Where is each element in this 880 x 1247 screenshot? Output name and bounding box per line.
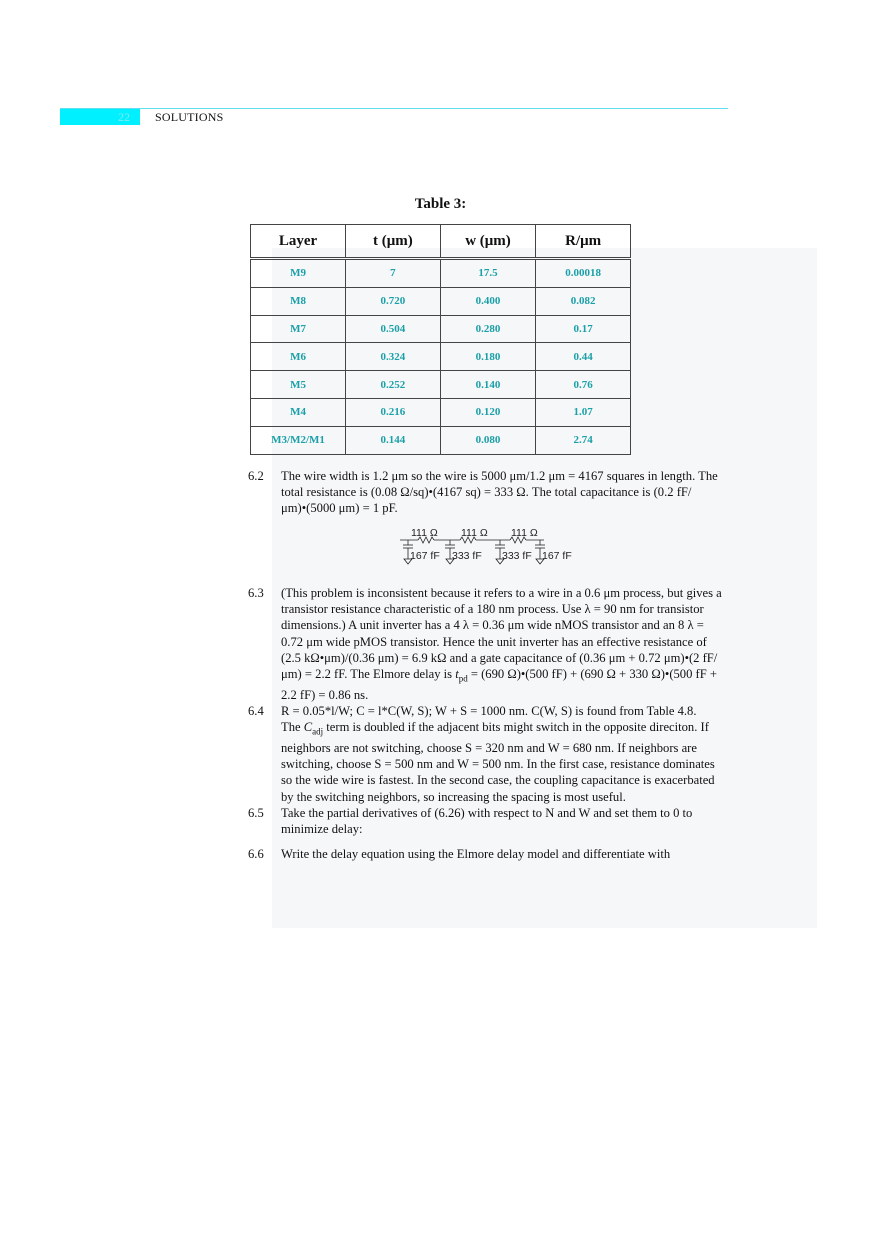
problem-6-4 <box>248 703 728 805</box>
problem-text-part: = (690 Ω)•(500 fF) + (690 Ω + 330 Ω)•(500 fF + 2.2 fF) = 0.86 ns. <box>281 667 717 702</box>
capacitor-label: 167 fF <box>542 550 572 562</box>
table-row <box>251 343 631 371</box>
table-cell: M9 <box>251 259 346 288</box>
table-cell: 0.720 <box>346 287 441 315</box>
table-cell: 0.324 <box>346 343 441 371</box>
problem-6-6 <box>248 846 728 862</box>
page-number: 22 <box>118 110 130 124</box>
resistor-label: 111 Ω <box>511 527 538 539</box>
problem-number: 6.5 <box>248 806 264 820</box>
problem-text-part: The <box>281 720 304 735</box>
table-cell: 0.280 <box>440 315 536 343</box>
problem-text <box>281 585 728 703</box>
problem-number: 6.4 <box>248 704 264 718</box>
cadj-subscript: adj <box>312 726 324 737</box>
table-row <box>251 287 631 315</box>
table-cell: 0.180 <box>440 343 536 371</box>
problem-text: Take the partial derivatives of (6.26) with respect to N and W and set them to 0 to minimize delay: <box>281 806 693 837</box>
table-cell: M4 <box>251 398 346 426</box>
table-cell: 0.144 <box>346 426 441 454</box>
section-label: SOLUTIONS <box>155 110 224 124</box>
table-cell: M6 <box>251 343 346 371</box>
table-cell: 2.74 <box>536 426 631 454</box>
column-header-width: w (μm) <box>440 225 536 259</box>
problem-6-3 <box>248 585 728 703</box>
table-row <box>251 315 631 343</box>
problem-number: 6.3 <box>248 586 264 600</box>
table-header-row <box>251 225 631 259</box>
resistor-label: 111 Ω <box>411 527 438 539</box>
capacitor-label: 167 fF <box>410 550 440 562</box>
table-cell: M8 <box>251 287 346 315</box>
table-cell: 0.080 <box>440 426 536 454</box>
table-cell: 0.00018 <box>536 259 631 288</box>
problem-text-part: (This problem is inconsistent because it refers to a wire in a 0.6 μm process, but gives a transistor resistance characteristic of a 180 nm process. Use λ = 90 nm for transistor dimensions.) A unit inverter has a 4 λ = 0.36 μm wide nMOS transistor and an 8 λ = 0.72 μm wide pMOS transistor. Hence the unit inverter has an effective resistance of (2.5 kΩ•μm)/(0.36 μm) = 6.9 kΩ and a gate capacitance of (0.36 μm + 0.72 μm)•(2 fF/μm) = 2.2 fF. The Elmore delay is <box>281 586 722 682</box>
resistor-label: 111 Ω <box>461 527 488 539</box>
table-cell: M3/M2/M1 <box>251 426 346 454</box>
table-cell: 0.252 <box>346 371 441 399</box>
problem-text: The wire width is 1.2 μm so the wire is 5000 μm/1.2 μm = 4167 squares in length. The total resistance is (0.08 Ω/sq)•(4167 sq) = 333 Ω. The total capacitance is (0.2 fF/μm)•(5000 μm) = 1 pF. <box>281 469 718 516</box>
table-cell: M7 <box>251 315 346 343</box>
tpd-subscript: pd <box>458 673 468 684</box>
tpd-symbol: t <box>455 667 459 682</box>
column-header-layer: Layer <box>251 225 346 259</box>
table-cell: 0.140 <box>440 371 536 399</box>
column-header-thickness: t (μm) <box>346 225 441 259</box>
problem-equation: R = 0.05*l/W; C = l*C(W, S); W + S = 1000 nm. C(W, S) is found from Table 4.8. <box>281 704 697 718</box>
capacitor-label: 333 fF <box>502 550 532 562</box>
problem-text: Write the delay equation using the Elmore delay model and differentiate with <box>281 847 671 861</box>
table-cell: 17.5 <box>440 259 536 288</box>
table-cell: 0.400 <box>440 287 536 315</box>
column-header-resistance: R/μm <box>536 225 631 259</box>
table-cell: 7 <box>346 259 441 288</box>
table-cell: 0.120 <box>440 398 536 426</box>
capacitor-label: 333 fF <box>452 550 482 562</box>
problem-number: 6.2 <box>248 469 264 483</box>
table-title: Table 3: <box>414 196 467 212</box>
table-row <box>251 426 631 454</box>
table-cell: 0.44 <box>536 343 631 371</box>
problem-text <box>281 703 728 805</box>
table-cell: 0.216 <box>346 398 441 426</box>
table-cell: 0.504 <box>346 315 441 343</box>
layer-table <box>250 224 631 455</box>
table-row <box>251 259 631 288</box>
table-cell: 1.07 <box>536 398 631 426</box>
table-row <box>251 398 631 426</box>
rc-ladder-diagram <box>398 526 588 572</box>
table-cell: 0.17 <box>536 315 631 343</box>
table-cell: 0.76 <box>536 371 631 399</box>
table-row <box>251 371 631 399</box>
problem-6-5 <box>248 805 728 837</box>
table-cell: M5 <box>251 371 346 399</box>
table-cell: 0.082 <box>536 287 631 315</box>
cadj-symbol: C <box>303 720 313 735</box>
problem-number: 6.6 <box>248 847 264 861</box>
problem-6-2 <box>248 468 728 517</box>
problem-text-part: term is doubled if the adjacent bits might switch in the opposite direciton. If neighbors are not switching, choose S = 320 nm and W = 680 nm. If neighbors are switching, choose S = 500 nm and W = 500 nm. In the first case, resistance dominates so the wide wire is fastest. In the second case, the coupling capacitance is exacerbated by the switching neighbors, so increasing the spacing is most useful. <box>281 720 715 804</box>
